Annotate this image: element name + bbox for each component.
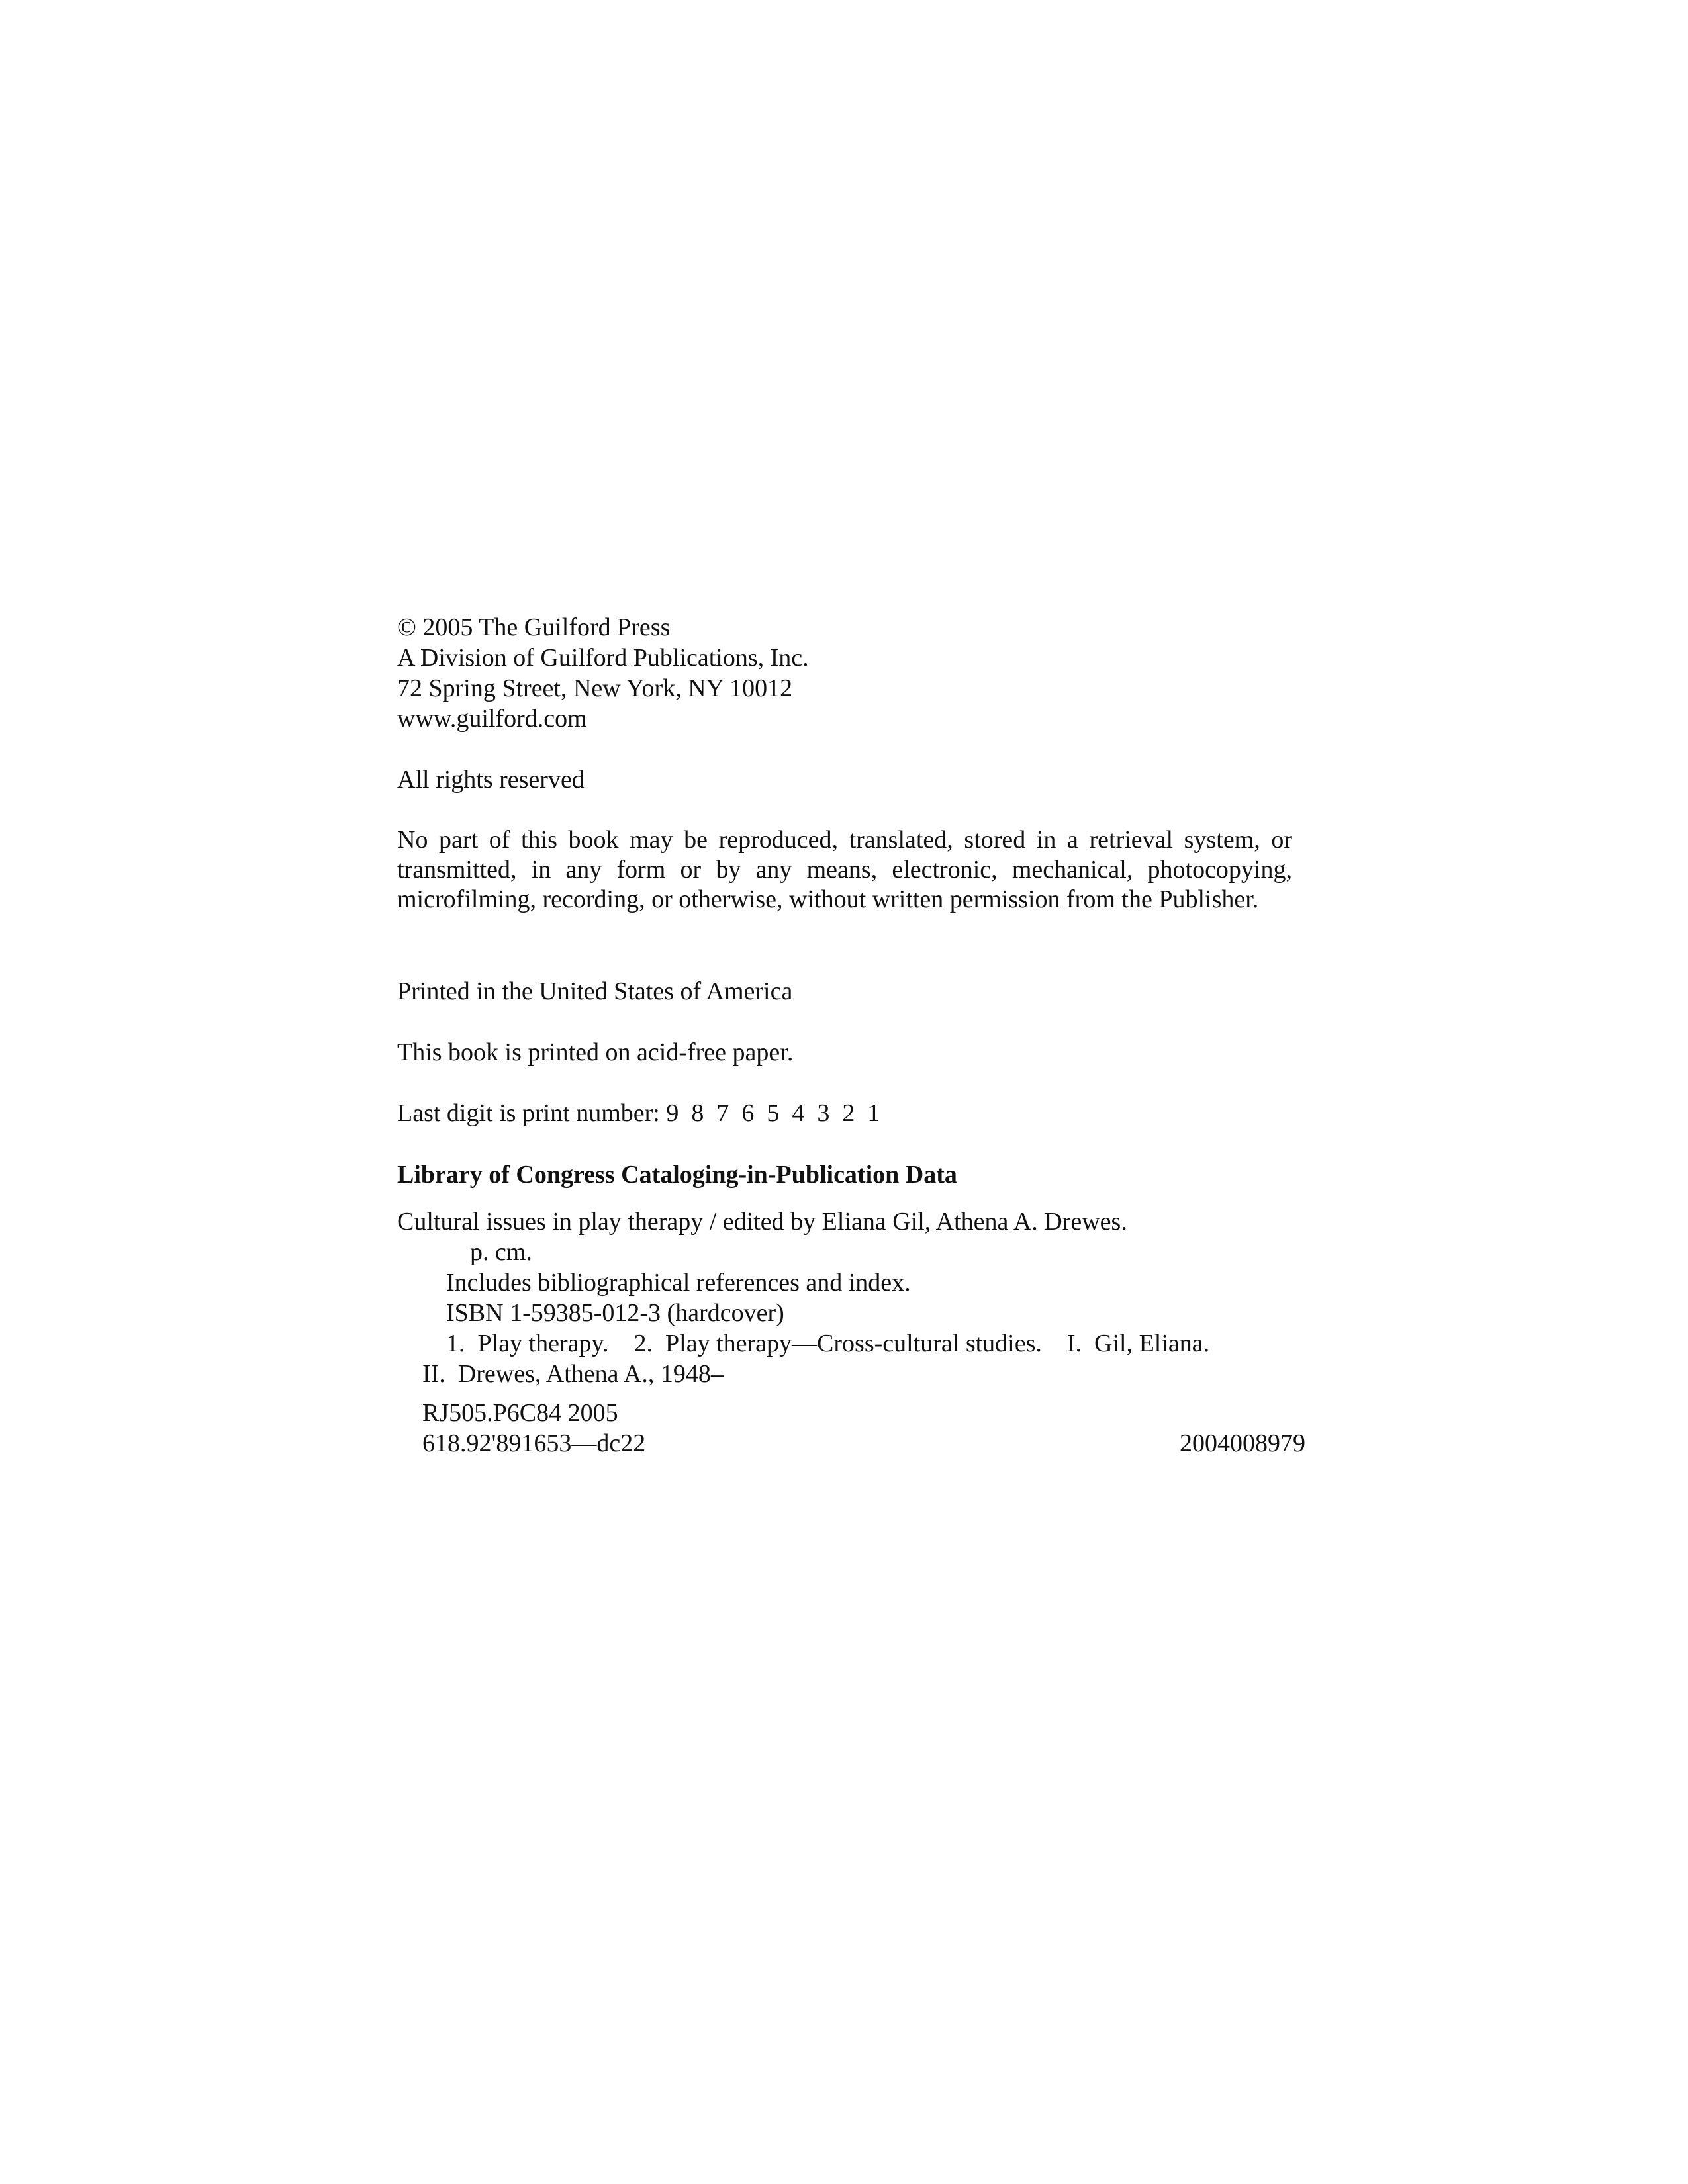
cip-lccn: 2004008979 (1180, 1430, 1305, 1457)
print-number: Last digit is print number: 9 8 7 6 5 4 3 2 1 (397, 1099, 880, 1127)
website-line: www.guilford.com (397, 705, 587, 733)
cip-subjects-continued: II. Drewes, Athena A., 1948– (422, 1360, 724, 1388)
paper-note: This book is printed on acid-free paper. (397, 1038, 794, 1066)
publisher-info (397, 612, 1292, 734)
address-line: 72 Spring Street, New York, NY 10012 (397, 674, 793, 702)
division-line: A Division of Guilford Publications, Inc. (397, 644, 809, 672)
cip-bibliography-note: Includes bibliographical references and index. (446, 1269, 911, 1297)
cip-record (397, 1206, 1292, 1389)
printed-in: Printed in the United States of America (397, 978, 793, 1005)
cip-title-line: Cultural issues in play therapy / edited by Eliana Gil, Athena A. Drewes. (397, 1208, 1127, 1236)
cip-dewey: 618.92'891653—dc22 (422, 1430, 646, 1457)
cip-dewey-row (422, 1428, 1305, 1459)
cip-isbn: ISBN 1-59385-012-3 (hardcover) (446, 1299, 784, 1327)
cip-call-number: RJ505.P6C84 2005 (422, 1399, 618, 1427)
cip-subjects: 1. Play therapy. 2. Play therapy—Cross-cultural studies. I. Gil, Eliana. (446, 1330, 1210, 1357)
cip-classification (422, 1398, 1317, 1459)
reproduction-notice: No part of this book may be reproduced, translated, stored in a retrieval system, or transmitted, in any form or by any means, electronic, mechanical, photocopying, microfilming, recording, or otherwise, without written permission from the Publisher. (397, 826, 1292, 913)
copyright-line: © 2005 The Guilford Press (397, 614, 671, 641)
rights-statement: All rights reserved (397, 766, 585, 794)
cip-heading: Library of Congress Cataloging-in-Publication Data (397, 1161, 957, 1189)
cip-pcm: p. cm. (470, 1238, 532, 1266)
